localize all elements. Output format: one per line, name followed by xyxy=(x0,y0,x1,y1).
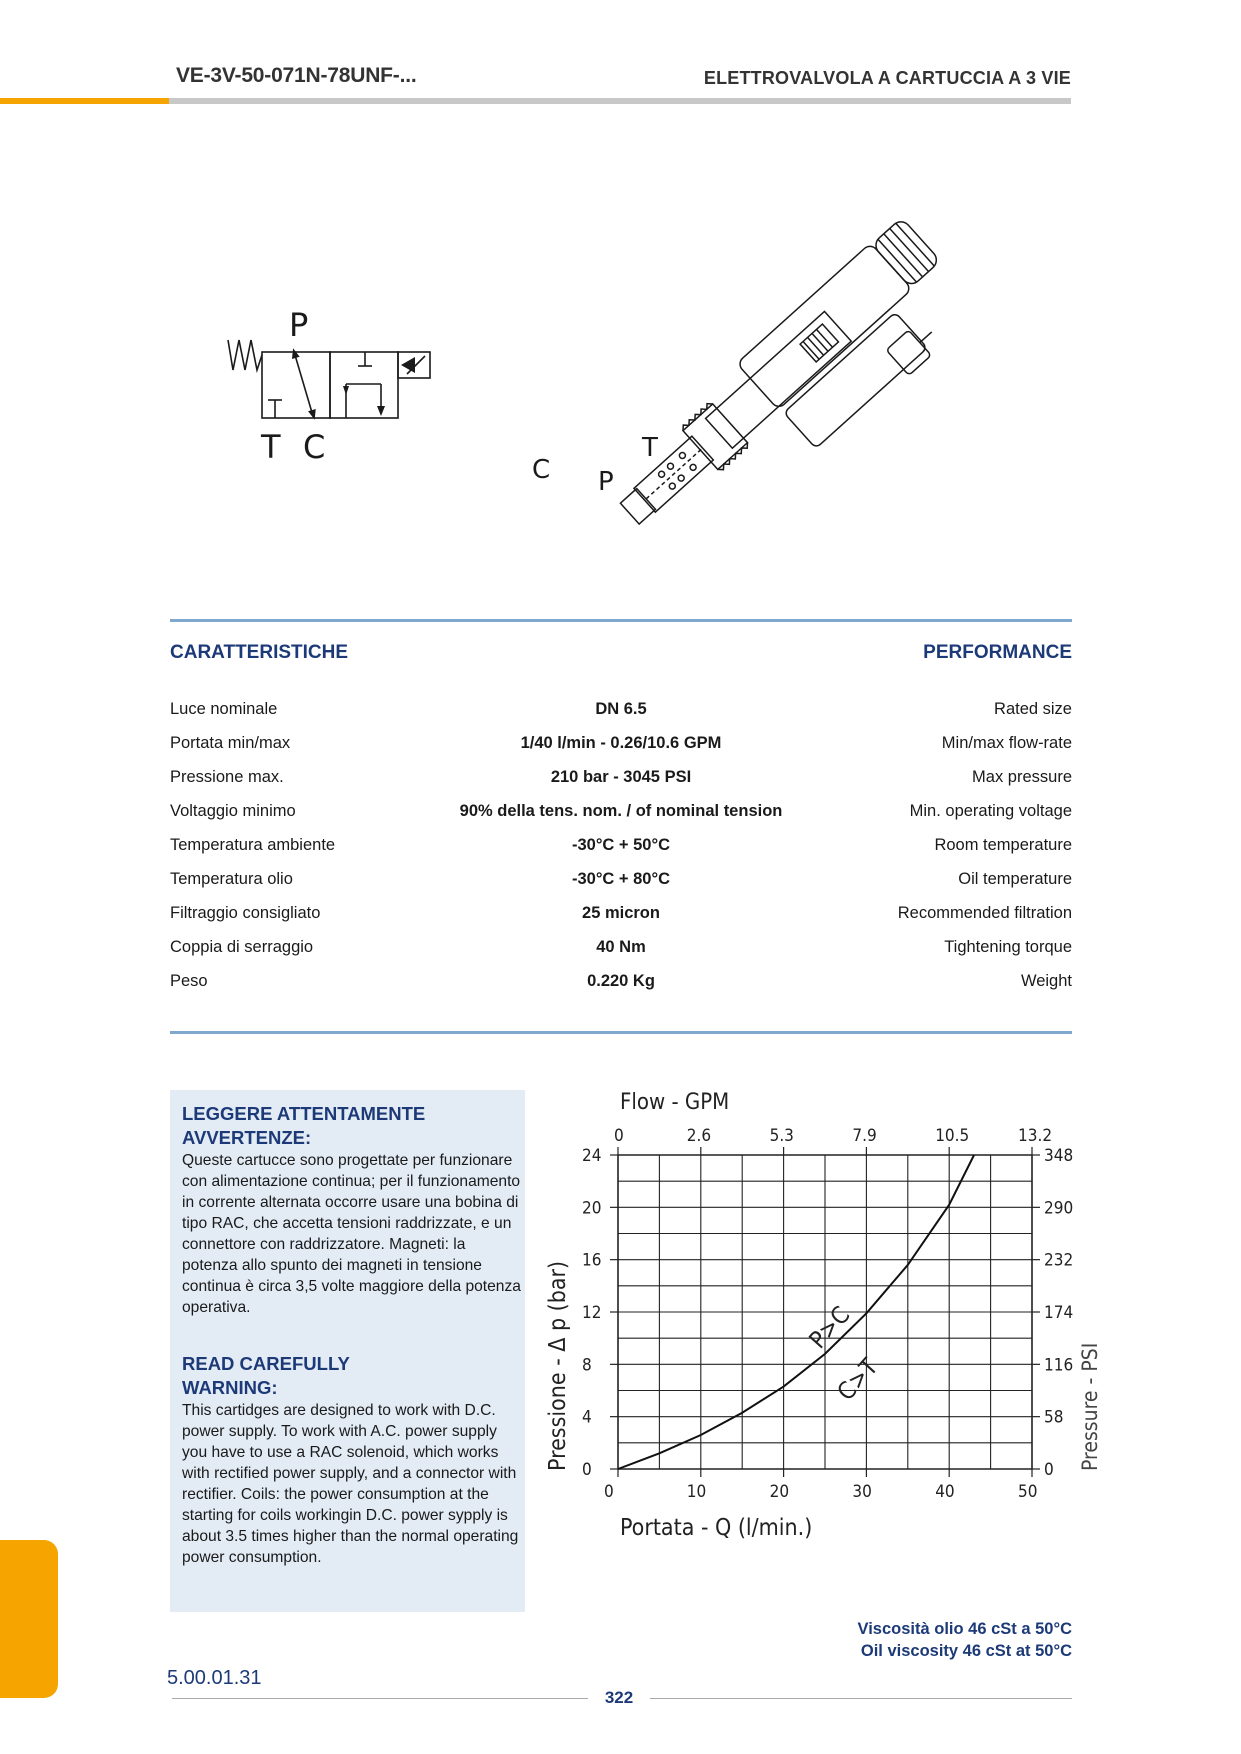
y-tick-label: 8 xyxy=(582,1355,592,1376)
side-tab xyxy=(0,1540,58,1698)
x-tick-label: 40 xyxy=(935,1482,955,1502)
footer-rule-right xyxy=(650,1698,1072,1699)
x-tick-label: 20 xyxy=(769,1482,790,1502)
spec-label-en: Weight xyxy=(1020,972,1072,990)
top-axis-label: Flow - GPM xyxy=(620,1090,730,1115)
right-axis-label: Pressure - PSI xyxy=(1078,1342,1102,1471)
spec-value: 0.220 Kg xyxy=(587,972,655,990)
spec-row xyxy=(170,836,1072,870)
warning-title-it-2: AVVERTENZE: xyxy=(182,1127,312,1148)
x-tick-label: 10 xyxy=(686,1482,707,1502)
warning-title-it-1: LEGGERE ATTENTAMENTE xyxy=(182,1103,426,1124)
y-tick-label: 4 xyxy=(582,1407,592,1428)
symbol-port-t: T xyxy=(261,428,281,466)
y-tick-label: 0 xyxy=(582,1460,592,1480)
spec-row xyxy=(170,768,1072,802)
spec-value: 210 bar - 3045 PSI xyxy=(550,768,692,786)
cartridge-drawing xyxy=(532,210,1030,560)
product-title: ELETTROVALVOLA A CARTUCCIA A 3 VIE xyxy=(703,68,1071,88)
annotation-c-t: C>T xyxy=(831,1352,884,1407)
specs-top-rule xyxy=(170,619,1072,622)
footer-rule-left xyxy=(172,1698,588,1699)
symbol-port-c: C xyxy=(303,428,326,466)
spec-value: DN 6.5 xyxy=(595,700,647,718)
spec-label-it: Portata min/max xyxy=(170,734,291,752)
right-tick-label: 0 xyxy=(1044,1460,1054,1480)
spec-label-it: Peso xyxy=(170,972,208,990)
warning-box xyxy=(170,1090,525,1612)
spec-row xyxy=(170,904,1072,938)
spec-value: 25 micron xyxy=(582,904,660,922)
symbol-port-p: P xyxy=(289,306,309,344)
spec-row xyxy=(170,734,1072,768)
hydraulic-symbol xyxy=(225,300,465,470)
spec-label-en: Max pressure xyxy=(972,768,1072,786)
spec-label-en: Recommended filtration xyxy=(897,904,1072,922)
spec-label-it: Pressione max. xyxy=(170,768,284,786)
spec-label-en: Min. operating voltage xyxy=(909,802,1072,820)
footer-code: 5.00.01.31 xyxy=(167,1667,262,1689)
spec-label-it: Temperatura ambiente xyxy=(170,836,336,854)
spec-label-en: Room temperature xyxy=(934,836,1072,854)
spec-label-it: Luce nominale xyxy=(170,700,278,718)
header-rule xyxy=(169,98,1071,104)
spec-label-it: Voltaggio minimo xyxy=(170,802,296,820)
right-tick-label: 348 xyxy=(1044,1146,1074,1166)
flow-pressure-chart xyxy=(530,1075,1110,1545)
x-tick-label: 50 xyxy=(1018,1482,1038,1502)
spec-label-en: Oil temperature xyxy=(958,870,1072,888)
spring-icon xyxy=(228,340,262,370)
spec-label-it: Filtraggio consigliato xyxy=(170,904,321,922)
spec-value: 40 Nm xyxy=(596,938,646,956)
top-tick-label: 10.5 xyxy=(935,1126,970,1146)
warning-title-en-2: WARNING: xyxy=(182,1377,278,1398)
spec-row xyxy=(170,802,1072,836)
specs-heading-it: CARATTERISTICHE xyxy=(170,642,349,663)
top-tick-label: 0 xyxy=(614,1126,624,1146)
x-tick-label: 30 xyxy=(852,1482,872,1502)
viscosity-en: Oil viscosity 46 cSt at 50°C xyxy=(860,1642,1072,1660)
product-code: VE-3V-50-071N-78UNF-... xyxy=(176,64,417,87)
spec-label-en: Rated size xyxy=(994,700,1072,718)
spec-label-it: Temperatura olio xyxy=(170,870,293,888)
spec-row xyxy=(170,700,1072,734)
spec-row xyxy=(170,972,1072,1006)
y-tick-label: 12 xyxy=(582,1303,602,1323)
spec-label-it: Coppia di serraggio xyxy=(170,938,314,956)
top-tick-label: 7.9 xyxy=(852,1126,877,1146)
warning-text-it: Queste cartucce sono progettate per funzionare con alimentazione continua; per il funzionamento in corrente alternata occorre usare una bobina di tipo RAC, che accetta tensioni raddrizzate, e un connettore con raddrizzatore. Magneti: la potenza allo spunto dei magneti in tensione continua è circa 3,5 volte maggiore della potenza operativa. xyxy=(182,1152,521,1316)
top-tick-label: 2.6 xyxy=(686,1126,712,1146)
right-tick-label: 290 xyxy=(1044,1198,1074,1219)
spec-value: 90% della tens. nom. / of nominal tension xyxy=(459,802,783,820)
annotation-p-c: P>C xyxy=(803,1300,856,1355)
y-tick-label: 16 xyxy=(582,1250,602,1271)
header-accent-bar xyxy=(0,98,169,104)
spec-row xyxy=(170,870,1072,904)
x-axis-label: Portata - Q (l/min.) xyxy=(620,1515,813,1541)
specs-bottom-rule xyxy=(170,1031,1072,1034)
spec-value: -30°C + 50°C xyxy=(571,836,671,854)
right-tick-label: 232 xyxy=(1044,1250,1074,1271)
drawing-port-c: C xyxy=(532,455,551,485)
drawing-port-t: T xyxy=(642,433,658,463)
top-tick-label: 5.3 xyxy=(769,1126,794,1146)
right-tick-label: 174 xyxy=(1044,1303,1074,1323)
spec-label-en: Min/max flow-rate xyxy=(941,734,1072,752)
spec-value: -30°C + 80°C xyxy=(571,870,671,888)
drawing-port-p: P xyxy=(598,467,614,497)
specs-heading-en: PERFORMANCE xyxy=(923,642,1072,663)
spec-label-en: Tightening torque xyxy=(944,938,1072,956)
right-tick-label: 116 xyxy=(1044,1355,1074,1376)
y-axis-label: Pressione - Δ p (bar) xyxy=(545,1260,571,1471)
x-tick-label: 0 xyxy=(604,1482,614,1502)
top-tick-label: 13.2 xyxy=(1018,1126,1053,1146)
spec-row xyxy=(170,938,1072,972)
warning-text-en: This cartidges are designed to work with D.C. power supply. To work with A.C. power supply you have to use a RAC solenoid, which works with rectified power supply, and a connector with rectifier. Coils: the power consumption at the starting for coils workingin D.C. power sypply is about 3.5 times higher than the normal operating power consumption. xyxy=(182,1402,519,1566)
page-number: 322 xyxy=(604,1688,634,1707)
y-tick-label: 20 xyxy=(582,1198,602,1219)
right-tick-label: 58 xyxy=(1044,1407,1064,1428)
spec-value: 1/40 l/min - 0.26/10.6 GPM xyxy=(520,734,722,752)
warning-title-en-1: READ CAREFULLY xyxy=(182,1353,350,1374)
y-tick-label: 24 xyxy=(582,1146,602,1166)
viscosity-it: Viscosità olio 46 cSt a 50°C xyxy=(857,1620,1072,1638)
